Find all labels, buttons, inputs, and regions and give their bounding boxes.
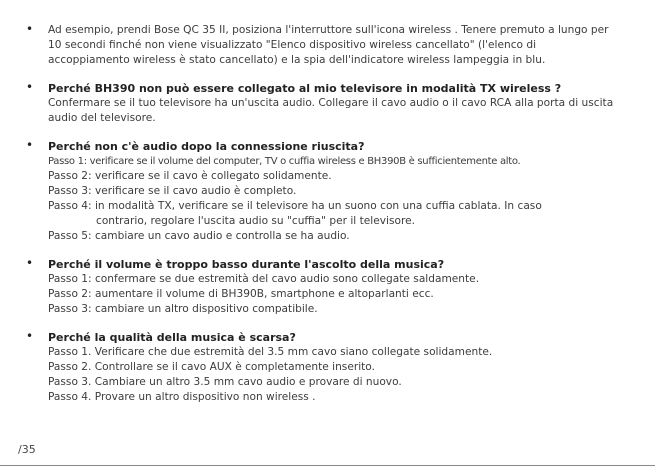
faq-answer: Confermare se il tuo televisore ha un'uscita audio. Collegare il cavo audio o il cavo RCA alla porta di uscita audio del televisore. bbox=[48, 97, 614, 124]
footer-divider bbox=[0, 465, 655, 466]
bullet-icon: • bbox=[26, 22, 34, 36]
faq-question: Perché non c'è audio dopo la connessione riuscita? bbox=[48, 140, 365, 153]
faq-step-continuation: contrario, regolare l'uscita audio su "cuffia" per il televisore. bbox=[96, 215, 415, 227]
faq-list bbox=[0, 23, 655, 418]
bullet-icon: • bbox=[26, 329, 34, 343]
faq-step: Passo 1. Verificare che due estremità del 3.5 mm cavo siano collegate solidamente. bbox=[48, 346, 493, 358]
faq-question: Perché BH390 non può essere collegato al mio televisore in modalità TX wireless ? bbox=[48, 82, 562, 95]
faq-question: Perché la qualità della musica è scarsa? bbox=[48, 331, 296, 344]
page-number: /35 bbox=[18, 443, 36, 456]
faq-step: Passo 5: cambiare un cavo audio e controlla se ha audio. bbox=[48, 230, 350, 242]
faq-step: Passo 2: aumentare il volume di BH390B, smartphone e altoparlanti ecc. bbox=[48, 288, 434, 300]
faq-step: Passo 4: in modalità TX, verificare se il televisore ha un suono con una cuffia cablata. In caso bbox=[48, 200, 542, 212]
faq-item-poor-quality bbox=[0, 330, 655, 405]
faq-step: Passo 1: confermare se due estremità del cavo audio sono collegate saldamente. bbox=[48, 273, 480, 285]
faq-question: Perché il volume è troppo basso durante l'ascolto della musica? bbox=[48, 258, 445, 271]
faq-step: Passo 2. Controllare se il cavo AUX è completamente inserito. bbox=[48, 361, 375, 373]
faq-step: Passo 4. Provare un altro dispositivo non wireless . bbox=[48, 391, 316, 403]
faq-step: Passo 2: verificare se il cavo è collegato solidamente. bbox=[48, 170, 332, 182]
faq-step: Passo 3: cambiare un altro dispositivo compatibile. bbox=[48, 303, 318, 315]
faq-step: Passo 1: verificare se il volume del computer, TV o cuffia wireless e BH390B è sufficientemente alto. bbox=[48, 156, 521, 167]
bullet-icon: • bbox=[26, 138, 34, 152]
bullet-icon: • bbox=[26, 80, 34, 94]
bullet-icon: • bbox=[26, 256, 34, 270]
list-item-intro bbox=[0, 23, 655, 68]
faq-step: Passo 3: verificare se il cavo audio è completo. bbox=[48, 185, 297, 197]
faq-step: Passo 3. Cambiare un altro 3.5 mm cavo audio e provare di nuovo. bbox=[48, 376, 402, 388]
faq-item-low-volume bbox=[0, 257, 655, 317]
faq-item-tx-connection bbox=[0, 81, 655, 126]
intro-paragraph: Ad esempio, prendi Bose QC 35 II, posiziona l'interruttore sull'icona wireless . Tenere premuto a lungo per 10 secondi finché non viene visualizzato "Elenco dispositivo wireless cancellato" (l'elenco di accoppiamento wireless è stato cancellato) e la spia dell'indicatore wireless lampeggia in blu. bbox=[48, 24, 609, 66]
faq-item-no-audio bbox=[0, 139, 655, 244]
